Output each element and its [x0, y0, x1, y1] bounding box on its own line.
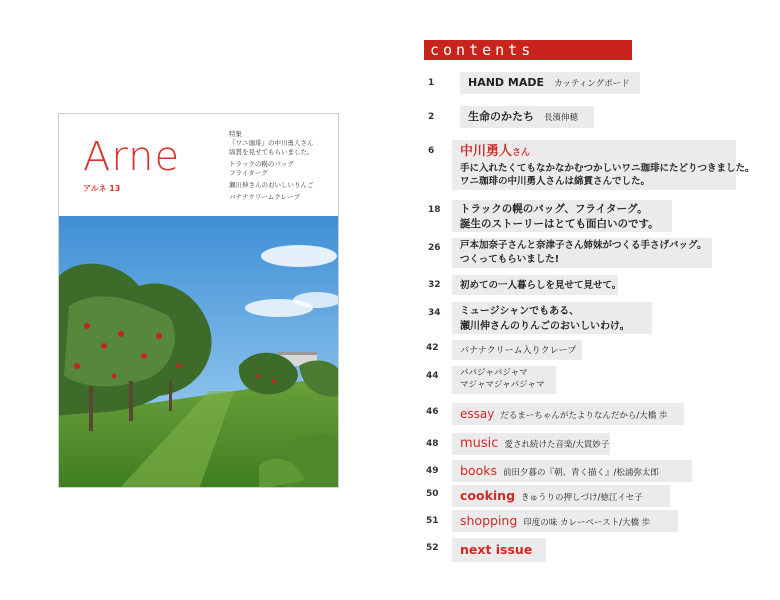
- entry-next-issue[interactable]: [452, 538, 546, 562]
- entry-crepe[interactable]: [452, 340, 582, 360]
- entry-category: cooking: [460, 488, 516, 503]
- entry-subtitle: 前田夕暮の『朝、青く描く』/松浦弥太郎: [502, 468, 659, 478]
- cover-toc-item: フライターグ: [229, 169, 268, 177]
- entry-page-number: 48: [426, 439, 439, 449]
- entry-description: ミュージシャンでもある、: [460, 306, 580, 317]
- entry-page-number: 1: [428, 78, 435, 88]
- entry-category: shopping: [460, 513, 518, 528]
- entry-page-number: 18: [428, 205, 441, 215]
- entry-subtitle: 長濱伸穂: [544, 113, 579, 123]
- entry-page-number: 32: [428, 280, 441, 290]
- entry-subtitle: 印度の味 カレーペースト/大橋 歩: [523, 518, 651, 528]
- entry-pajama[interactable]: [452, 366, 556, 394]
- entry-shopping[interactable]: [452, 510, 678, 532]
- entry-page-number: 49: [426, 466, 439, 476]
- entry-essay[interactable]: [452, 403, 684, 425]
- cover-toc-item: 『ワニ珈琲』の中川勇人さん: [229, 139, 314, 147]
- entry-description: 誕生のストーリーはとても面白いのです。: [460, 218, 659, 230]
- entry-page-number: 46: [426, 407, 439, 417]
- entry-tote-bag[interactable]: [452, 238, 712, 268]
- cover-toc-item: トラックの幌のバッグ: [229, 160, 294, 168]
- entry-music[interactable]: [452, 433, 610, 455]
- entry-cooking[interactable]: [452, 485, 670, 507]
- entry-page-number: 42: [426, 343, 439, 353]
- entry-description: 手に入れたくてもなかなかむつかしいワニ珈琲にたどりつきました。: [460, 163, 755, 174]
- entry-category: music: [460, 436, 499, 451]
- entry-subtitle: 愛され続けた音楽/大貫妙子: [504, 440, 610, 450]
- entry-page-number: 26: [428, 243, 441, 253]
- entry-description: つくってもらいました!: [460, 254, 560, 265]
- entry-title: HAND MADE: [468, 76, 544, 89]
- entry-description: マジャマジャパジャマ: [460, 380, 545, 390]
- entry-person-suffix: さん: [512, 148, 531, 158]
- entry-subtitle: だるまーちゃんがたよりなんだから/大橋 歩: [500, 411, 668, 421]
- cover-issue: アルネ 13: [83, 184, 121, 193]
- entry-page-number: 50: [426, 489, 439, 499]
- entry-freitag[interactable]: [452, 200, 672, 232]
- cover-toc-item: 瀬川伸さんのおいしいりんご: [229, 181, 314, 189]
- entry-subtitle: カッティングボード: [554, 79, 630, 89]
- magazine-cover: [58, 113, 339, 488]
- entry-nakagawa[interactable]: [452, 140, 755, 190]
- entry-page-number: 2: [428, 112, 435, 122]
- entry-living-alone[interactable]: [452, 275, 622, 295]
- entry-description: バナナクリーム入りクレープ: [460, 346, 577, 356]
- entry-books[interactable]: [452, 460, 692, 482]
- entry-person-name: 中川勇人: [460, 144, 513, 159]
- entry-life-form[interactable]: [460, 106, 594, 128]
- entry-description: 戸本加奈子さんと奈津子さん姉妹がつくる手さげバッグ。: [460, 240, 707, 251]
- cover-toc: [229, 130, 337, 202]
- entry-category: essay: [460, 407, 495, 421]
- entry-hand-made[interactable]: [460, 72, 640, 94]
- entry-title: 生命のかたち: [468, 110, 534, 123]
- entry-category: next issue: [460, 542, 533, 557]
- entry-description: 瀬川伸さんのりんごのおいしいわけ。: [460, 321, 630, 332]
- entry-description: トラックの幌のバッグ、フライターグ。: [460, 203, 648, 215]
- cover-toc-item: 綿貫を見せてもらいました。: [229, 148, 314, 156]
- cover-toc-item: バナナクリームクレープ: [229, 193, 300, 201]
- entry-page-number: 52: [426, 543, 439, 553]
- entry-page-number: 34: [428, 308, 441, 318]
- entry-description: パパジャパジャマ: [460, 368, 528, 378]
- entry-page-number: 51: [426, 516, 439, 526]
- entry-page-number: 44: [426, 371, 439, 381]
- entry-category: books: [460, 463, 497, 478]
- cover-toc-item: 特集: [229, 130, 242, 138]
- entry-apples[interactable]: [452, 302, 652, 334]
- entry-page-number: 6: [428, 146, 435, 156]
- cover-header: [59, 114, 339, 216]
- orchard-photo: [59, 216, 339, 488]
- entry-subtitle: きゅうりの押しづけ/徳江イセ子: [521, 493, 643, 503]
- cover-title: Arne: [83, 134, 181, 180]
- contents-heading: contents: [424, 40, 632, 60]
- entry-description: 初めての一人暮らしを見せて見せて。: [460, 280, 622, 291]
- entry-description: ワニ珈琲の中川勇人さんは綿貫さんでした。: [460, 176, 651, 187]
